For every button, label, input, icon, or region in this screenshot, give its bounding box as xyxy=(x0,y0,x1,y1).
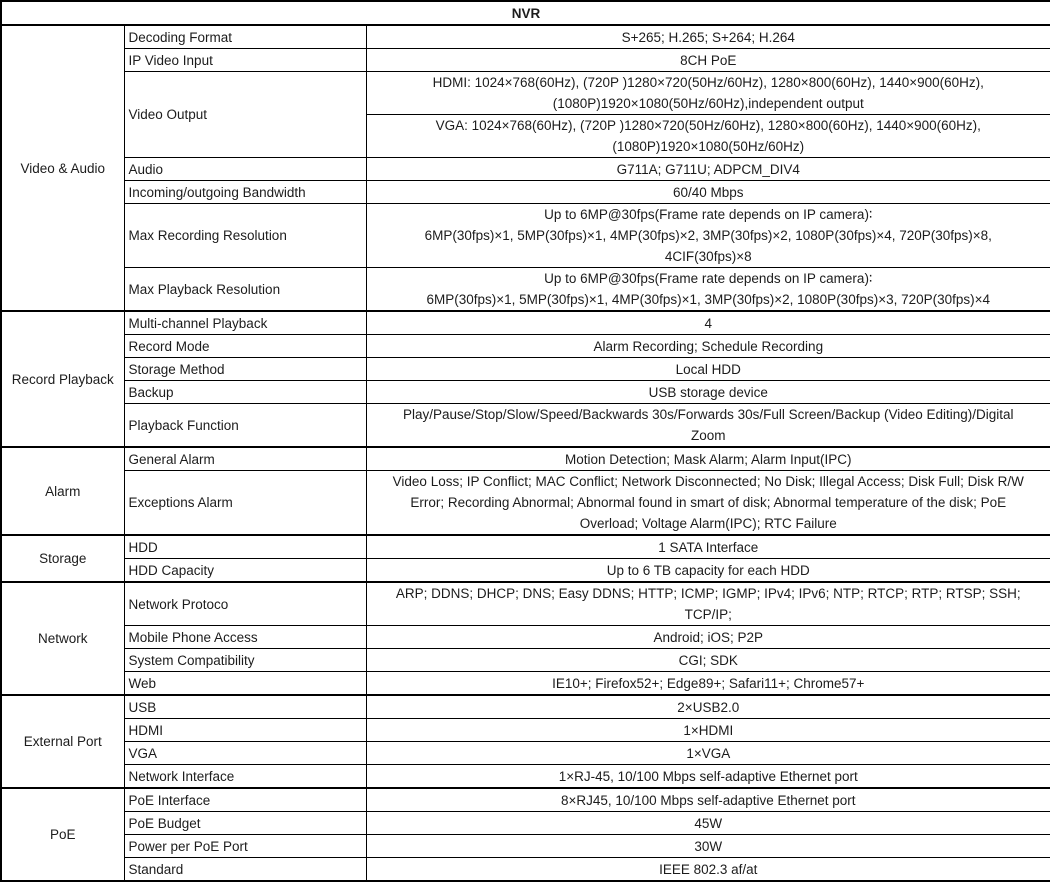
spec-row xyxy=(1,25,1050,49)
spec-row xyxy=(1,582,1050,626)
value-cell: 1×RJ-45, 10/100 Mbps self-adaptive Ethernet port xyxy=(366,765,1050,789)
feature-cell: Network Protoco xyxy=(124,582,366,626)
feature-cell: Power per PoE Port xyxy=(124,835,366,858)
category-cell: Alarm xyxy=(1,447,124,535)
spec-row xyxy=(1,158,1050,181)
feature-cell: PoE Budget xyxy=(124,812,366,835)
table-title-row xyxy=(1,1,1050,25)
value-cell: ARP; DDNS; DHCP; DNS; Easy DDNS; HTTP; ICMP; IGMP; IPv4; IPv6; NTP; RTCP; RTP; RTSP; SSH; TCP/IP; xyxy=(366,582,1050,626)
spec-row xyxy=(1,49,1050,72)
spec-row xyxy=(1,268,1050,312)
spec-row xyxy=(1,404,1050,448)
value-cell: 60/40 Mbps xyxy=(366,181,1050,204)
spec-row xyxy=(1,788,1050,812)
value-line: 6MP(30fps)×1, 5MP(30fps)×1, 4MP(30fps)×1, 3MP(30fps)×2, 1080P(30fps)×3, 720P(30fps)×4 xyxy=(426,292,991,307)
feature-cell: Storage Method xyxy=(124,358,366,381)
value-cell xyxy=(366,471,1050,536)
value-cell xyxy=(366,115,1050,158)
spec-row xyxy=(1,311,1050,335)
value-line: VGA: 1024×768(60Hz), (720P )1280×720(50Hz/60Hz), 1280×800(60Hz), 1440×900(60Hz), xyxy=(435,118,981,133)
spec-row xyxy=(1,695,1050,719)
feature-cell: HDMI xyxy=(124,719,366,742)
feature-cell: Audio xyxy=(124,158,366,181)
spec-row xyxy=(1,204,1050,268)
feature-cell: Playback Function xyxy=(124,404,366,448)
spec-row xyxy=(1,835,1050,858)
feature-cell: VGA xyxy=(124,742,366,765)
value-line: Overload; Voltage Alarm(IPC); RTC Failure xyxy=(579,516,837,531)
value-line: 4CIF(30fps)×8 xyxy=(664,249,752,264)
value-cell: Up to 6 TB capacity for each HDD xyxy=(366,559,1050,583)
spec-row xyxy=(1,742,1050,765)
value-cell: 4 xyxy=(366,311,1050,335)
feature-cell: Record Mode xyxy=(124,335,366,358)
value-line: Video Loss; IP Conflict; MAC Conflict; Network Disconnected; No Disk; Illegal Access; Disk Full; Disk R/W xyxy=(392,474,1024,489)
category-cell: Record Playback xyxy=(1,311,124,447)
value-cell: G711A; G711U; ADPCM_DIV4 xyxy=(366,158,1050,181)
value-cell: Alarm Recording; Schedule Recording xyxy=(366,335,1050,358)
spec-row xyxy=(1,626,1050,649)
value-cell xyxy=(366,72,1050,115)
value-cell: Android; iOS; P2P xyxy=(366,626,1050,649)
value-line: Zoom xyxy=(691,428,726,443)
spec-row xyxy=(1,181,1050,204)
feature-cell: Max Playback Resolution xyxy=(124,268,366,312)
feature-cell: HDD Capacity xyxy=(124,559,366,583)
spec-row xyxy=(1,649,1050,672)
spec-row xyxy=(1,672,1050,696)
feature-cell: Decoding Format xyxy=(124,25,366,49)
value-cell: 2×USB2.0 xyxy=(366,695,1050,719)
spec-row xyxy=(1,447,1050,471)
value-cell: 8CH PoE xyxy=(366,49,1050,72)
feature-cell: Video Output xyxy=(124,72,366,158)
feature-cell: General Alarm xyxy=(124,447,366,471)
spec-row xyxy=(1,335,1050,358)
value-cell: 1×HDMI xyxy=(366,719,1050,742)
value-cell: 45W xyxy=(366,812,1050,835)
spec-row xyxy=(1,719,1050,742)
feature-cell: Network Interface xyxy=(124,765,366,789)
feature-cell: Incoming/outgoing Bandwidth xyxy=(124,181,366,204)
spec-table-body xyxy=(1,1,1050,881)
feature-cell: Standard xyxy=(124,858,366,882)
value-cell: 30W xyxy=(366,835,1050,858)
value-line: HDMI: 1024×768(60Hz), (720P )1280×720(50Hz/60Hz), 1280×800(60Hz), 1440×900(60Hz), xyxy=(432,75,984,90)
value-cell: IE10+; Firefox52+; Edge89+; Safari11+; Chrome57+ xyxy=(366,672,1050,696)
value-cell: 8×RJ45, 10/100 Mbps self-adaptive Ethernet port xyxy=(366,788,1050,812)
value-cell: 1 SATA Interface xyxy=(366,535,1050,559)
value-line: (1080P)1920×1080(50Hz/60Hz) xyxy=(612,139,805,154)
spec-row xyxy=(1,535,1050,559)
category-cell: External Port xyxy=(1,695,124,788)
value-line: 6MP(30fps)×1, 5MP(30fps)×1, 4MP(30fps)×2, 3MP(30fps)×2, 1080P(30fps)×4, 720P(30fps)×8, xyxy=(424,228,992,243)
spec-row xyxy=(1,381,1050,404)
spec-row xyxy=(1,358,1050,381)
category-cell: Storage xyxy=(1,535,124,582)
feature-cell: Mobile Phone Access xyxy=(124,626,366,649)
feature-cell: Web xyxy=(124,672,366,696)
spec-row xyxy=(1,858,1050,882)
table-title: NVR xyxy=(1,1,1050,25)
value-cell: S+265; H.265; S+264; H.264 xyxy=(366,25,1050,49)
spec-row xyxy=(1,812,1050,835)
value-cell: IEEE 802.3 af/at xyxy=(366,858,1050,882)
value-line: Up to 6MP@30fps(Frame rate depends on IP camera)∶ xyxy=(544,207,873,222)
value-cell xyxy=(366,204,1050,268)
value-line: Error; Recording Abnormal; Abnormal found in smart of disk; Abnormal temperature of the disk; PoE xyxy=(410,495,1007,510)
value-cell: Motion Detection; Mask Alarm; Alarm Input(IPC) xyxy=(366,447,1050,471)
category-cell: PoE xyxy=(1,788,124,881)
spec-row xyxy=(1,72,1050,115)
value-line: (1080P)1920×1080(50Hz/60Hz),independent output xyxy=(552,96,864,111)
category-cell: Network xyxy=(1,582,124,695)
spec-row xyxy=(1,559,1050,583)
spec-row xyxy=(1,471,1050,536)
feature-cell: HDD xyxy=(124,535,366,559)
feature-cell: PoE Interface xyxy=(124,788,366,812)
value-line: Up to 6MP@30fps(Frame rate depends on IP camera)∶ xyxy=(544,271,873,286)
value-cell: USB storage device xyxy=(366,381,1050,404)
feature-cell: USB xyxy=(124,695,366,719)
feature-cell: Max Recording Resolution xyxy=(124,204,366,268)
value-cell: CGI; SDK xyxy=(366,649,1050,672)
value-cell xyxy=(366,404,1050,448)
feature-cell: System Compatibility xyxy=(124,649,366,672)
feature-cell: IP Video Input xyxy=(124,49,366,72)
value-cell xyxy=(366,268,1050,312)
feature-cell: Backup xyxy=(124,381,366,404)
value-cell: 1×VGA xyxy=(366,742,1050,765)
spec-row xyxy=(1,765,1050,789)
feature-cell: Exceptions Alarm xyxy=(124,471,366,536)
value-cell: Local HDD xyxy=(366,358,1050,381)
category-cell: Video & Audio xyxy=(1,25,124,311)
value-line: Play/Pause/Stop/Slow/Speed/Backwards 30s/Forwards 30s/Full Screen/Backup (Video Editing)/Digital xyxy=(402,407,1014,422)
feature-cell: Multi-channel Playback xyxy=(124,311,366,335)
